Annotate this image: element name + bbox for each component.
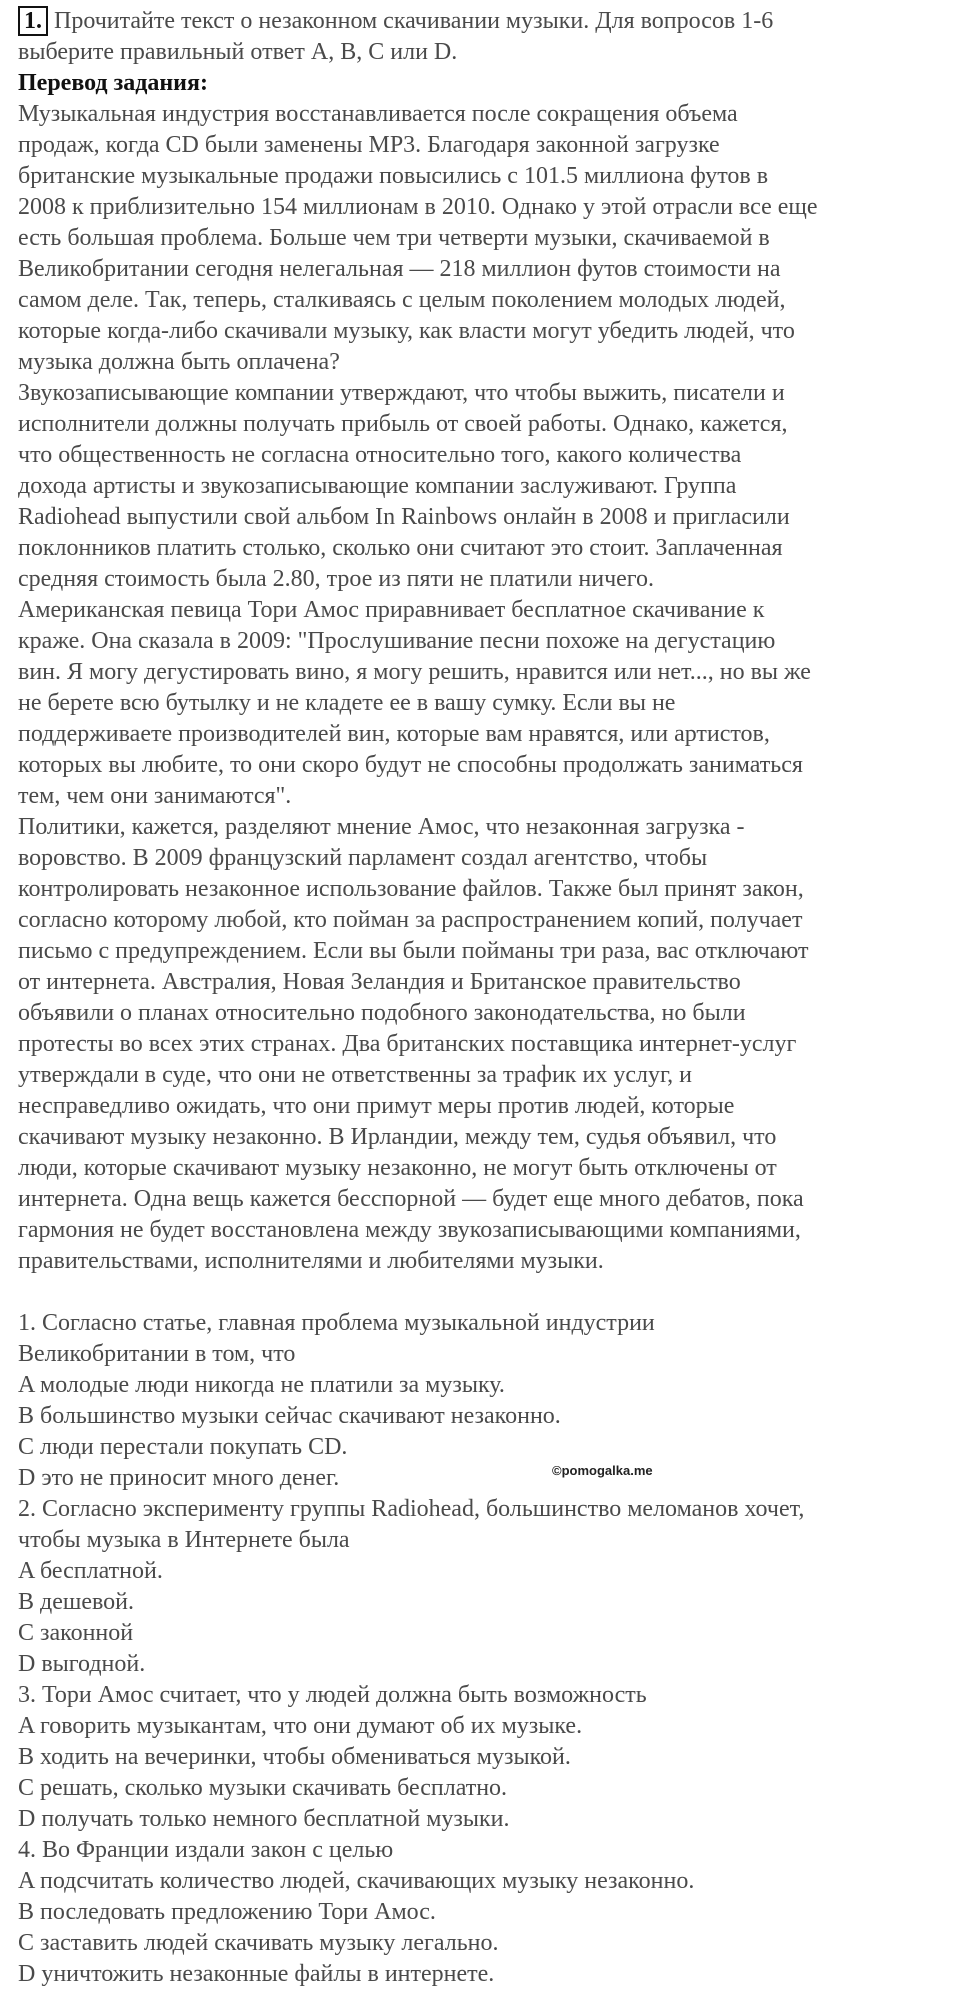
text-line-32: утверждали в суде, что они не ответственны за трафик их услуг, и	[18, 1062, 692, 1088]
text-line-7: самом деле. Так, теперь, сталкиваясь с целым поколением молодых людей,	[18, 287, 786, 313]
text-line-3: британские музыкальные продажи повысились с 101.5 миллиона футов в	[18, 163, 769, 189]
text-line-33: несправедливо ожидать, что они примут меры против людей, которые	[18, 1093, 735, 1119]
question-line-7: 2. Согласно эксперименту группы Radiohead, большинство меломанов хочет,	[18, 1496, 805, 1522]
text-line-27: согласно которому любой, кто пойман за распространением копий, получает	[18, 907, 803, 933]
document-page	[18, 6, 948, 1990]
question-line-9: A бесплатной.	[18, 1558, 163, 1584]
question-line-15: B ходить на вечеринки, чтобы обмениваться музыкой.	[18, 1744, 571, 1770]
section-spacer	[18, 1277, 948, 1308]
text-line-26: контролировать незаконное использование файлов. Также был принят закон,	[18, 876, 804, 902]
question-line-1: 1. Согласно статье, главная проблема музыкальной индустрии	[18, 1310, 655, 1336]
question-line-3: A молодые люди никогда не платили за музыку.	[18, 1372, 505, 1398]
question-line-19: A подсчитать количество людей, скачивающих музыку незаконно.	[18, 1868, 695, 1894]
text-line-2: продаж, когда CD были заменены MP3. Благодаря законной загрузке	[18, 132, 720, 158]
question-line-16: C решать, сколько музыки скачивать бесплатно.	[18, 1775, 508, 1801]
text-line-34: скачивают музыку незаконно. В Ирландии, между тем, судья объявил, что	[18, 1124, 777, 1150]
question-line-4: B большинство музыки сейчас скачивают незаконно.	[18, 1403, 561, 1429]
text-line-21: поддерживаете производителей вин, которые вам нравятся, или артистов,	[18, 721, 770, 747]
text-line-4: 2008 к приблизительно 154 миллионам в 2010. Однако у этой отрасли все еще	[18, 194, 818, 220]
watermark: ©pomogalka.me	[552, 1463, 653, 1478]
text-line-29: от интернета. Австралия, Новая Зеландия и Британское правительство	[18, 969, 741, 995]
question-line-11: C законной	[18, 1620, 134, 1646]
text-line-36: интернета. Одна вещь кажется бесспорной — будет еще много дебатов, пока	[18, 1186, 804, 1212]
task-instruction-line-2: выберите правильный ответ A, B, C или D.	[18, 39, 458, 65]
question-line-22: D уничтожить незаконные файлы в интернете.	[18, 1961, 495, 1987]
text-line-30: объявили о планах относительно подобного законодательства, но были	[18, 1000, 746, 1026]
text-line-25: воровство. В 2009 французский парламент создал агентство, чтобы	[18, 845, 708, 871]
question-line-13: 3. Тори Амос считает, что у людей должна быть возможность	[18, 1682, 647, 1708]
text-line-31: протесты во всех этих странах. Два британских поставщика интернет-услуг	[18, 1031, 797, 1057]
text-line-28: письмо с предупреждением. Если вы были пойманы три раза, вас отключают	[18, 938, 809, 964]
question-line-21: C заставить людей скачивать музыку легально.	[18, 1930, 499, 1956]
text-line-15: поклонников платить столько, сколько они считают это стоит. Заплаченная	[18, 535, 783, 561]
question-line-17: D получать только немного бесплатной музыки.	[18, 1806, 510, 1832]
question-line-8: чтобы музыка в Интернете была	[18, 1527, 350, 1553]
text-line-35: люди, которые скачивают музыку незаконно, не могут быть отключены от	[18, 1155, 777, 1181]
text-line-1: Музыкальная индустрия восстанавливается после сокращения объема	[18, 101, 738, 127]
question-line-6: D это не приносит много денег.	[18, 1465, 340, 1491]
task-instruction-line-1	[18, 6, 948, 37]
reading-text	[18, 99, 948, 1277]
text-line-20: не берете всю бутылку и не кладете ее в вашу сумку. Если вы не	[18, 690, 676, 716]
text-line-8: которые когда-либо скачивали музыку, как власти могут убедить людей, что	[18, 318, 795, 344]
question-line-12: D выгодной.	[18, 1651, 146, 1677]
text-line-16: средняя стоимость была 2.80, трое из пяти не платили ничего.	[18, 566, 655, 592]
text-line-23: тем, чем они занимаются".	[18, 783, 292, 809]
question-line-5: C люди перестали покупать CD.	[18, 1434, 348, 1460]
text-line-37: гармония не будет восстановлена между звукозаписывающими компаниями,	[18, 1217, 801, 1243]
text-line-18: краже. Она сказала в 2009: "Прослушивание песни похоже на дегустацию	[18, 628, 776, 654]
questions-list	[18, 1308, 948, 1990]
task-instruction-text-1: Прочитайте текст о незаконном скачивании музыки. Для вопросов 1-6	[54, 8, 774, 34]
text-line-22: которых вы любите, то они скоро будут не способны продолжать заниматься	[18, 752, 803, 778]
text-line-6: Великобритании сегодня нелегальная — 218 миллион футов стоимости на	[18, 256, 781, 282]
text-line-17: Американская певица Тори Амос приравнивает бесплатное скачивание к	[18, 597, 765, 623]
question-line-2: Великобритании в том, что	[18, 1341, 296, 1367]
task-number-box: 1.	[18, 6, 48, 36]
text-line-38: правительствами, исполнителями и любителями музыки.	[18, 1248, 604, 1274]
text-line-24: Политики, кажется, разделяют мнение Амос, что незаконная загрузка -	[18, 814, 745, 840]
translation-heading: Перевод задания:	[18, 70, 208, 96]
question-line-18: 4. Во Франции издали закон с целью	[18, 1837, 394, 1863]
question-line-10: B дешевой.	[18, 1589, 135, 1615]
question-line-20: B последовать предложению Тори Амос.	[18, 1899, 436, 1925]
question-line-14: A говорить музыкантам, что они думают об их музыке.	[18, 1713, 583, 1739]
text-line-10: Звукозаписывающие компании утверждают, что чтобы выжить, писатели и	[18, 380, 785, 406]
text-line-12: что общественность не согласна относительно того, какого количества	[18, 442, 742, 468]
text-line-11: исполнители должны получать прибыль от своей работы. Однако, кажется,	[18, 411, 788, 437]
text-line-19: вин. Я могу дегустировать вино, я могу решить, нравится или нет..., но вы же	[18, 659, 811, 685]
text-line-9: музыка должна быть оплачена?	[18, 349, 340, 375]
text-line-14: Radiohead выпустили свой альбом In Rainbows онлайн в 2008 и пригласили	[18, 504, 790, 530]
text-line-5: есть большая проблема. Больше чем три четверти музыки, скачиваемой в	[18, 225, 770, 251]
text-line-13: дохода артисты и звукозаписывающие компании заслуживают. Группа	[18, 473, 737, 499]
